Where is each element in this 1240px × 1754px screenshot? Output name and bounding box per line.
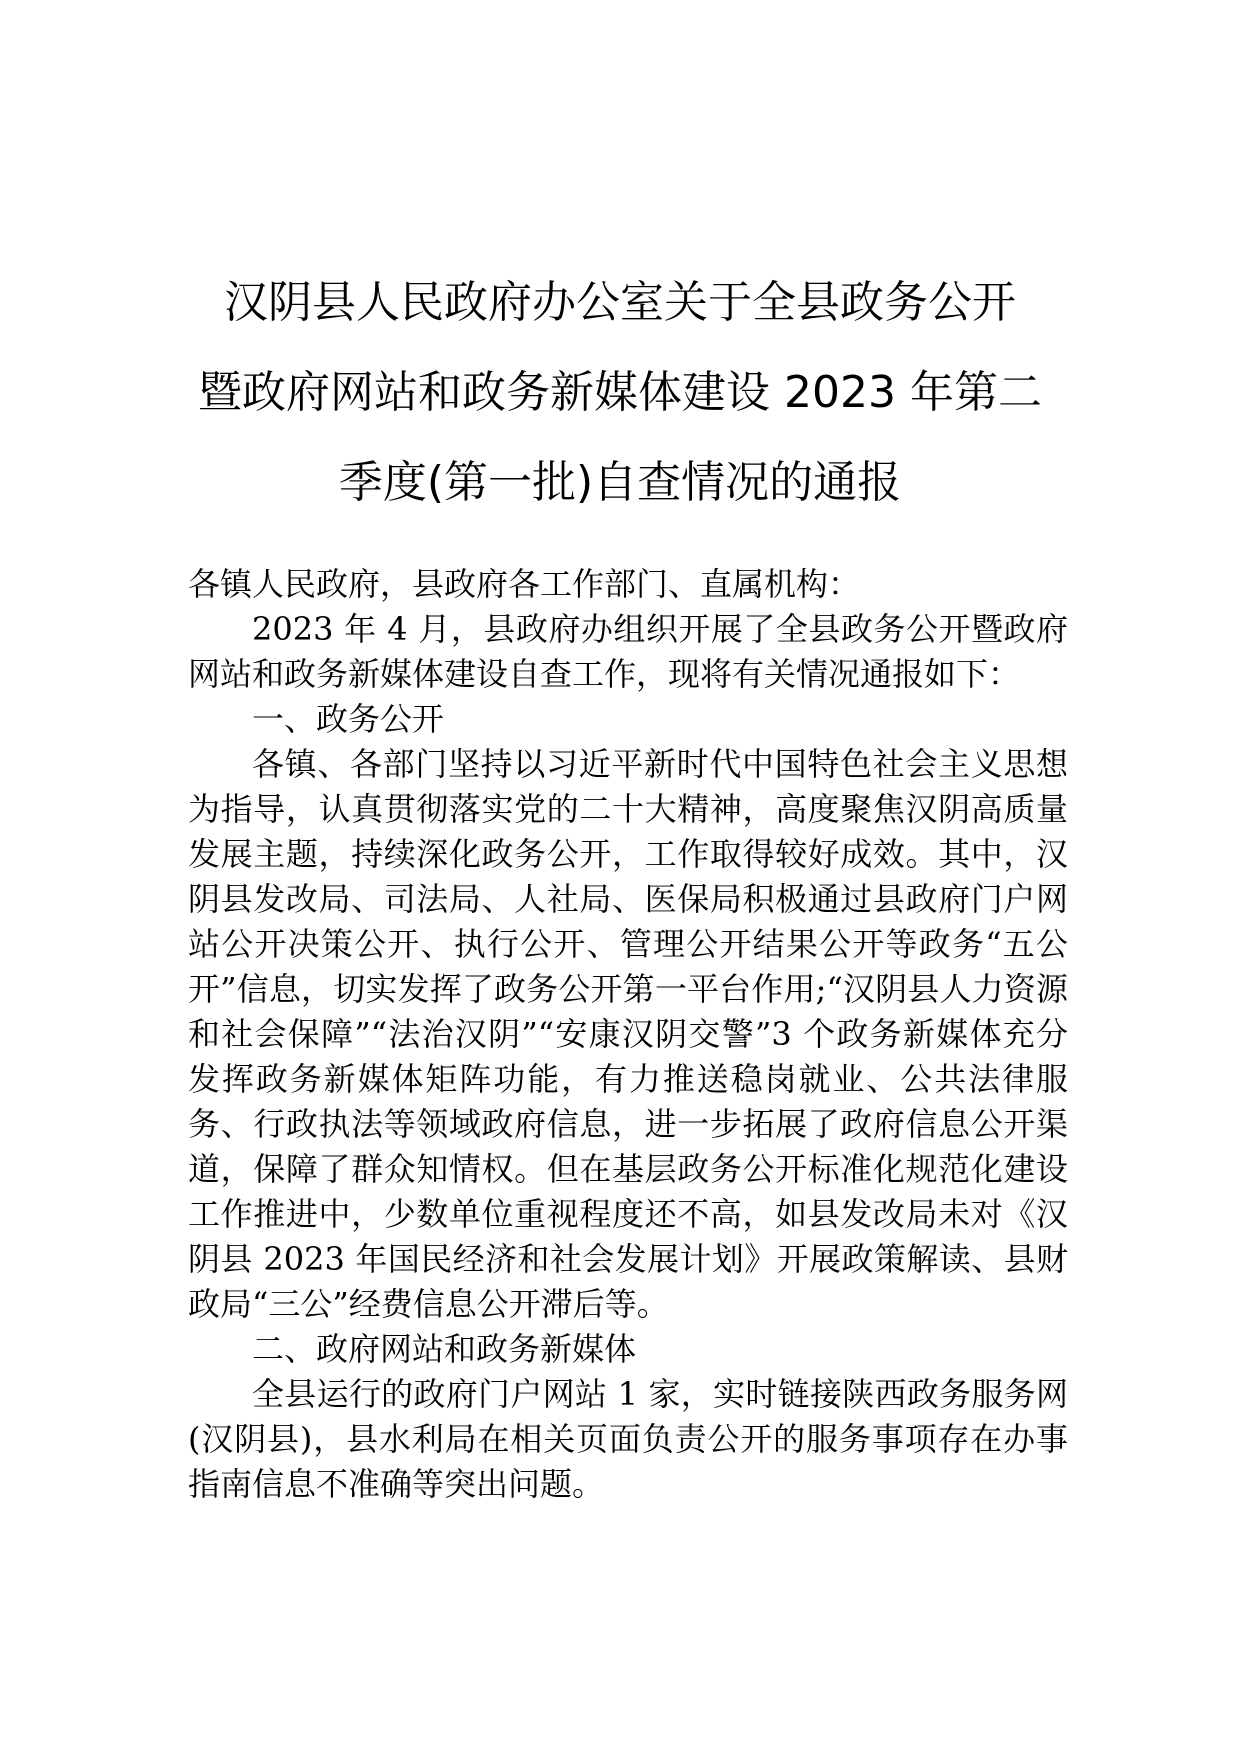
- document-body: [188, 562, 1068, 1507]
- document-title: [160, 258, 1080, 528]
- intro-paragraph: 2023 年 4 月，县政府办组织开展了全县政务公开暨政府网站和政务新媒体建设自查工作，现将有关情况通报如下：: [188, 610, 1068, 693]
- section-heading-2: 二、政府网站和政务新媒体: [252, 1330, 637, 1368]
- section-paragraph-1: 各镇、各部门坚持以习近平新时代中国特色社会主义思想为指导，认真贯彻落实党的二十大精神，高度聚焦汉阴高质量发展主题，持续深化政务公开，工作取得较好成效。其中，汉阴县发改局、司法局、人社局、医保局积极通过县政府门户网站公开决策公开、执行公开、管理公开结果公开等政务“五公开”信息，切实发挥了政务公开第一平台作用;“汉阴县人力资源和社会保障”“法治汉阴”“安康汉阴交警”3 个政务新媒体充分发挥政务新媒体矩阵功能，有力推送稳岗就业、公共法律服务、行政执法等领域政府信息，进一步拓展了政府信息公开渠道，保障了群众知情权。但在基层政务公开标准化规范化建设工作推进中，少数单位重视程度还不高，如县发改局未对《汉阴县 2023 年国民经济和社会发展计划》开展政策解读、县财政局“三公”经费信息公开滞后等。: [188, 745, 1068, 1323]
- section-paragraph-2: 全县运行的政府门户网站 1 家，实时链接陕西政务服务网(汉阴县)，县水利局在相关页面负责公开的服务事项存在办事指南信息不准确等突出问题。: [188, 1375, 1068, 1503]
- title-line: 季度(第一批)自查情况的通报: [338, 457, 902, 508]
- salutation: 各镇人民政府，县政府各工作部门、直属机构：: [188, 565, 861, 603]
- section-heading-1: 一、政务公开: [252, 700, 445, 738]
- title-line: 汉阴县人民政府办公室关于全县政务公开: [224, 277, 1016, 328]
- title-line: 暨政府网站和政务新媒体建设 2023 年第二: [198, 367, 1042, 418]
